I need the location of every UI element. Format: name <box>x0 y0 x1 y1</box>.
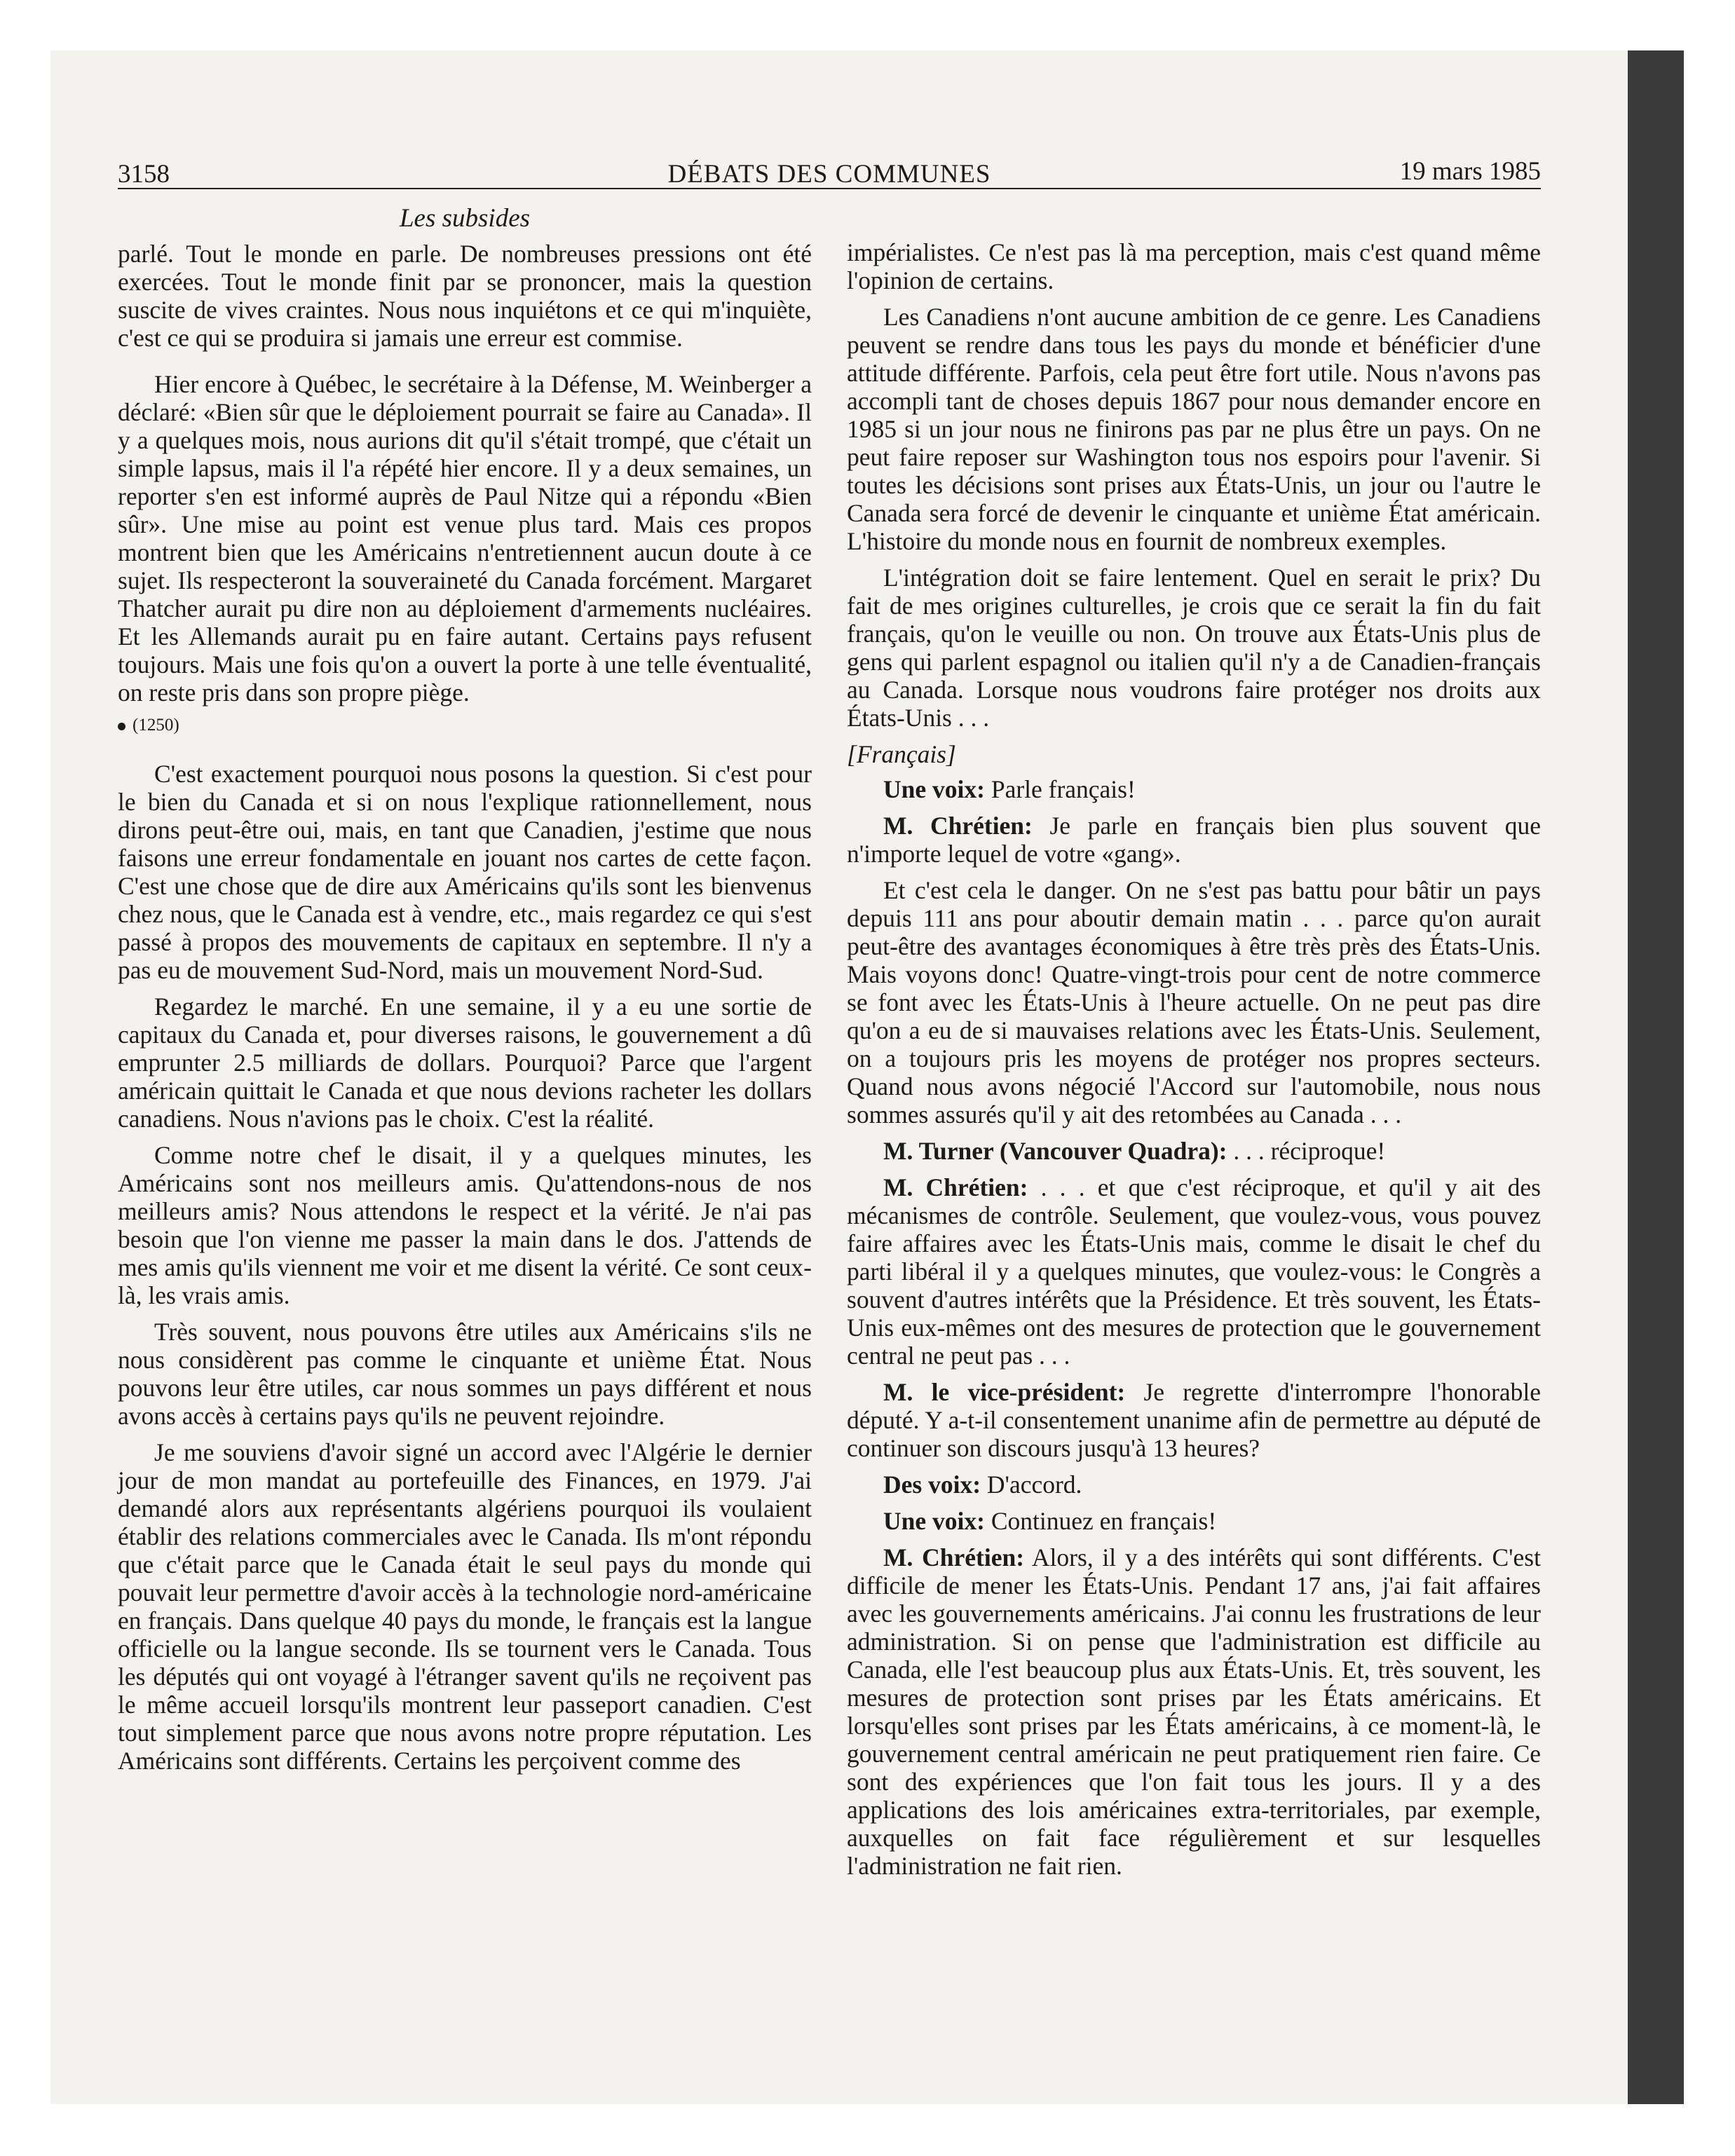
speaker-name: M. Chrétien: <box>883 1543 1025 1571</box>
page-header <box>118 153 1541 189</box>
speaker-name: M. Chrétien: <box>883 1173 1028 1201</box>
speech <box>847 1378 1541 1462</box>
paragraph: Très souvent, nous pouvons être utiles aux Américains s'ils ne nous considèrent pas comme le cinquante et unième État. Nous pouvons leur être utiles, car nous sommes un pays différent et nous avons accès à certains pays qu'ils ne peuvent rejoindre. <box>118 1318 812 1430</box>
speech-text: . . . réciproque! <box>1227 1137 1386 1165</box>
paragraph: Les Canadiens n'ont aucune ambition de ce genre. Les Canadiens peuvent se rendre dans tous les pays du monde et bénéficier d'une attitude différente. Parfois, cela peut être fort utile. Nous n'avons pas accompli tant de choses depuis 1867 pour nous demander encore en 1985 si un jour nous ne finirons pas par ne plus être un pays. On ne peut faire reposer sur Washington tous nos espoirs pour l'avenir. Si toutes les décisions sont prises aux États-Unis, un jour ou l'autre le Canada sera forcé de devenir le cinquante et unième État américain. L'histoire du monde nous en fournit de nombreux exemples. <box>847 303 1541 555</box>
time-marker <box>118 715 812 736</box>
paragraph: impérialistes. Ce n'est pas là ma perception, mais c'est quand même l'opinion de certains. <box>847 238 1541 294</box>
speech <box>847 1507 1541 1535</box>
paragraph: C'est exactement pourquoi nous posons la question. Si c'est pour le bien du Canada et si on nous l'explique rationnellement, nous dirons peut-être oui, mais, en tant que Canadien, j'estime que nous faisons une erreur fondamentale en jouant nos cartes de cette façon. C'est une chose que de dire aux Américains qu'ils sont les bienvenus chez nous, que le Canada est à vendre, etc., mais regardez ce qui s'est passé à propos des mouvements de capitaux en septembre. Il n'y a pas eu de mouvement Sud-Nord, mais un mouvement Nord-Sud. <box>118 760 812 984</box>
right-column <box>847 238 1541 1888</box>
speaker-name: M. le vice-président: <box>883 1378 1126 1406</box>
speaker-name: Des voix: <box>883 1471 981 1499</box>
language-marker: [Français] <box>847 740 956 768</box>
section-heading: Les subsides <box>399 204 531 233</box>
speech-text: Alors, il y a des intérêts qui sont différents. C'est difficile de mener les États-Unis. Pendant 17 ans, j'ai fait affaires avec les gouvernements américains. J'ai connu les frustrations de leur administration. Si on pense que l'administration est difficile au Canada, elle l'est beaucoup plus aux États-Unis. Et, très souvent, les mesures de protection sont prises par les États américains. Et lorsqu'elles sont prises par les États américains, à ce moment-là, le gouvernement central américain ne peut pratiquement rien faire. Ce sont des expériences que l'on fait tous les jours. Il y a des applications des lois américaines extra-territoriales, par exemple, auxquelles on fait face régulièrement et sur lesquelles l'administration ne fait rien. <box>847 1543 1541 1880</box>
publication-title: DÉBATS DES COMMUNES <box>667 160 991 189</box>
speech-text: D'accord. <box>981 1471 1082 1499</box>
page-number: 3158 <box>118 160 170 189</box>
header-rule <box>118 188 1541 189</box>
speech-text: Je regrette d'interrompre l'honorable député. Y a-t-il consentement unanime afin de permettre au député de continuer son discours jusqu'à 13 heures? <box>847 1378 1541 1462</box>
speaker-name: Une voix: <box>883 1507 985 1535</box>
paragraph: Hier encore à Québec, le secrétaire à la Défense, M. Weinberger a déclaré: «Bien sûr que le déploiement pourrait se faire au Canada». Il y a quelques mois, nous aurions dit qu'il s'était trompé, que c'était un simple lapsus, mais il l'a répété hier encore. Il y a deux semaines, un reporter s'en est informé auprès de Paul Nitze qui a répondu «Bien sûr». Une mise au point est venue plus tard. Mais ces propos montrent bien que les Américains n'entretiennent aucun doute à ce sujet. Ils respecteront la souveraineté du Canada forcément. Margaret Thatcher aurait pu dire non au déploiement d'armements nucléaires. Et les Allemands aurait pu en faire autant. Certains pays refusent toujours. Mais une fois qu'on a ouvert la porte à une telle éventualité, on reste pris dans son propre piège. <box>118 370 812 707</box>
speech <box>847 1543 1541 1880</box>
paragraph: Comme notre chef le disait, il y a quelques minutes, les Américains sont nos meilleurs amis. Qu'attendons-nous de nos meilleurs amis? Nous attendons le respect et la vérité. Je n'ai pas besoin que l'on vienne me passer la main dans le dos. J'attends de mes amis qu'ils viennent me voir et me disent la vérité. Ce sont ceux-là, les vrais amis. <box>118 1141 812 1309</box>
speech-text: Je parle en français bien plus souvent que n'importe lequel de votre «gang». <box>847 812 1541 868</box>
paragraph: parlé. Tout le monde en parle. De nombreuses pressions ont été exercées. Tout le monde finit par se prononcer, mais la question suscite de vives craintes. Nous nous inquiétons et ce qui m'inquiète, c'est ce qui se produira si jamais une erreur est commise. <box>118 240 812 352</box>
speech <box>847 1173 1541 1370</box>
left-column <box>118 240 812 1783</box>
speech-text: Continuez en français! <box>984 1507 1217 1535</box>
speaker-name: M. Chrétien: <box>883 812 1033 840</box>
speech-text: Parle français! <box>984 775 1136 803</box>
speech-text: . . . et que c'est réciproque, et qu'il y ait des mécanismes de contrôle. Seulement, que voulez-vous, vous pouvez faire affaires avec les États-Unis mais, comme le disait le chef du parti libéral il y a quelques minutes, que voulez-vous: le Congrès a souvent d'autres intérêts que la Présidence. Et très souvent, les États-Unis eux-mêmes ont des mesures de protection que le gouvernement central ne peut pas . . . <box>847 1173 1541 1370</box>
publication-date: 19 mars 1985 <box>1399 157 1541 186</box>
speech <box>847 775 1541 803</box>
speaker-name: M. Turner (Vancouver Quadra): <box>883 1137 1227 1165</box>
speaker-name: Une voix: <box>883 775 985 803</box>
speech <box>847 1471 1541 1499</box>
bullet-icon <box>118 723 125 730</box>
speech <box>847 812 1541 868</box>
time-marker-text: (1250) <box>132 716 179 735</box>
paragraph: L'intégration doit se faire lentement. Quel en serait le prix? Du fait de mes origines culturelles, je crois que ce serait la fin du fait français, qu'on le veuille ou non. On trouve aux États-Unis plus de gens qui parlent espagnol ou italien qu'il n'y a de Canadien-français au Canada. Lorsque nous voudrons faire protéger nos droits aux États-Unis . . . <box>847 564 1541 732</box>
paragraph: Regardez le marché. En une semaine, il y a eu une sortie de capitaux du Canada et, pour diverses raisons, le gouvernement a dû emprunter 2.5 milliards de dollars. Pourquoi? Parce que l'argent américain quittait le Canada et que nous devions racheter les dollars canadiens. Nous n'avions pas le choix. C'est la réalité. <box>118 992 812 1133</box>
paragraph: Et c'est cela le danger. On ne s'est pas battu pour bâtir un pays depuis 111 ans pour aboutir demain matin . . . parce qu'on aurait peut-être des avantages économiques à être très près des États-Unis. Mais voyons donc! Quatre-vingt-trois pour cent de notre commerce se font avec les États-Unis à l'heure actuelle. On ne peut pas dire qu'on a eu de si mauvaises relations avec les États-Unis. Seulement, on a toujours pris les moyens de protéger nos propres secteurs. Quand nous avons négocié l'Accord sur l'automobile, nous nous sommes assurés qu'il y ait des retombées au Canada . . . <box>847 876 1541 1128</box>
paragraph: Je me souviens d'avoir signé un accord avec l'Algérie le dernier jour de mon mandat au portefeuille des Finances, en 1979. J'ai demandé alors aux représentants algériens pourquoi ils voulaient établir des relations commerciales avec le Canada. Ils m'ont répondu que c'était parce que le Canada était le seul pays du monde qui pouvait leur permettre d'avoir accès à la technologie nord-américaine en français. Dans quelque 40 pays du monde, le français est la langue officielle ou la langue seconde. Ils se tournent vers le Canada. Tous les députés qui ont voyagé à l'étranger savent qu'ils ne reçoivent pas le même accueil lorsqu'ils montrent leur passeport canadien. C'est tout simplement parce que nous avons notre propre réputation. Les Américains sont différents. Certains les perçoivent comme des <box>118 1438 812 1775</box>
scan-edge-shadow <box>1628 50 1684 2104</box>
speech <box>847 1137 1541 1165</box>
